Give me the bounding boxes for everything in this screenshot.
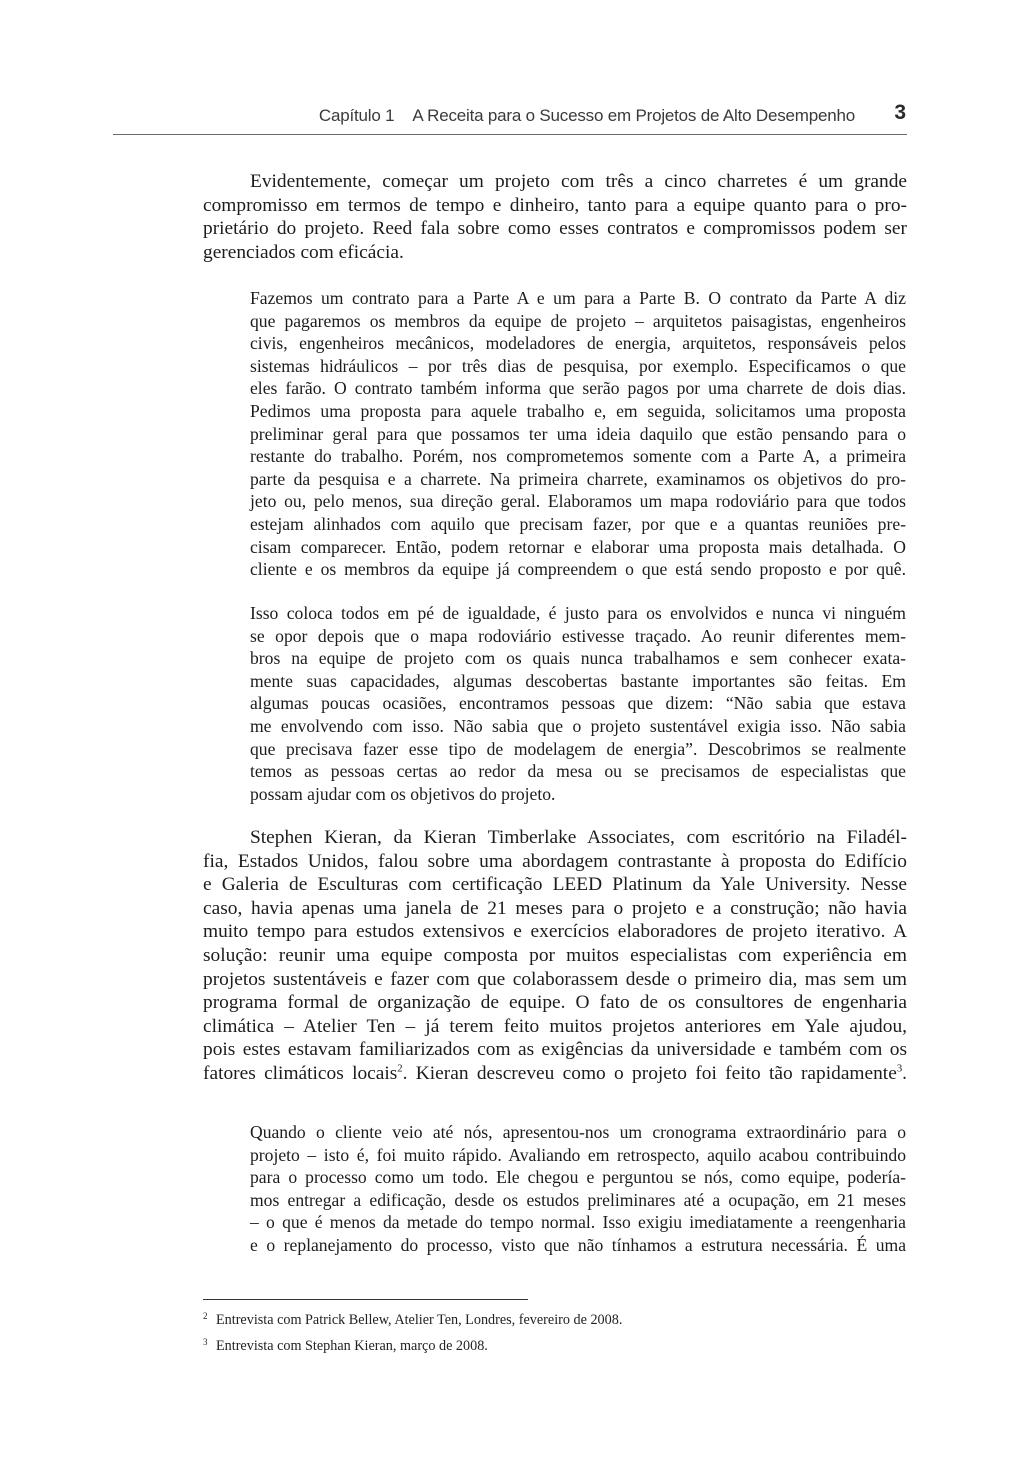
text-line: projeto – isto é, foi muito rápido. Avaliando em retrospecto, aquilo acabou contribuindo [250, 1144, 906, 1165]
text-line: bros na equipe de projeto com os quais nunca trabalhamos e sem conhecer exata- [250, 648, 906, 669]
text-line: algumas poucas ocasiões, encontramos pessoas que dizem: “Não sabia que estava [250, 693, 906, 714]
text-line: e Galeria de Esculturas com certificação LEED Platinum da Yale University. Nesse [203, 874, 907, 896]
text-line: fia, Estados Unidos, falou sobre uma abordagem contrastante à proposta do Edifício [203, 850, 907, 872]
footnotes [203, 1305, 622, 1357]
running-head [113, 102, 907, 135]
text-line: que precisava fazer esse tipo de modelagem de energia”. Descobrimos se realmente [250, 738, 906, 759]
text-line: gerenciados com eficácia. [203, 241, 404, 263]
text-line: parte da pesquisa e a charrete. Na primeira charrete, examinamos os objetivos do pro- [250, 468, 906, 489]
text-fragment: fatores climáticos locais [203, 1062, 398, 1084]
text-line: mente suas capacidades, algumas descobertas bastante importantes são feitas. Em [250, 670, 906, 691]
text-line-with-refs [203, 1062, 907, 1086]
footnote-ref-3[interactable]: 3 [896, 1062, 903, 1075]
text-fragment: . Kieran descreveu como o projeto foi feito tão rapidamente [402, 1062, 897, 1084]
text-line: se opor depois que o mapa rodoviário estivesse traçado. Ao reunir diferentes mem- [250, 625, 906, 646]
text-line: preliminar geral para que possamos ter uma ideia daquilo que estão pensando para o [250, 423, 906, 444]
footnote-number: 2 [203, 1311, 208, 1321]
footnote-text: Entrevista com Stephan Kieran, março de 2008. [216, 1338, 488, 1354]
text-line: climática – Atelier Ten – já terem feito muitos projetos anteriores em Yale ajudou, [203, 1015, 907, 1037]
text-line: me envolvendo com isso. Não sabia que o projeto sustentável exigia isso. Não sabia [250, 715, 906, 736]
text-line: para o processo como um todo. Ele chegou e perguntou se nós, como equipe, podería- [250, 1167, 906, 1188]
block-quote-3 [250, 1121, 906, 1257]
text-line: possam ajudar com os objetivos do projeto. [250, 783, 556, 804]
text-line: Quando o cliente veio até nós, apresentou-nos um cronograma extraordinário para o [250, 1122, 906, 1142]
text-line: Stephen Kieran, da Kieran Timberlake Associates, com escritório na Filadél- [250, 827, 907, 848]
footnote-number: 3 [203, 1337, 208, 1347]
block-quote-2 [250, 602, 906, 805]
text-line: muito tempo para estudos extensivos e exercícios elaboradores de projeto iterativo. A [203, 921, 907, 943]
text-line: eles farão. O contrato também informa que serão pagos por uma charrete de dois dias. [250, 378, 906, 399]
text-line: solução: reunir uma equipe composta por muitos especialistas com experiência em [203, 944, 907, 966]
text-line: mos entregar a edificação, desde os estudos preliminares até a ocupação, em 21 meses [250, 1189, 906, 1210]
text-fragment: . [902, 1062, 907, 1084]
text-line: que pagaremos os membros da equipe de projeto – arquitetos paisagistas, engenheiros [250, 310, 906, 331]
text-line: estejam alinhados com aquilo que precisam fazer, por que e a quantas reuniões pre- [250, 513, 906, 534]
body-paragraph-1 [203, 170, 907, 264]
text-line: Isso coloca todos em pé de igualdade, é justo para os envolvidos e nunca vi ninguém [250, 603, 906, 623]
footnote-text: Entrevista com Patrick Bellew, Atelier Ten, Londres, fevereiro de 2008. [216, 1312, 623, 1328]
footnote-2 [203, 1305, 622, 1331]
text-line: caso, havia apenas uma janela de 21 meses para o projeto e a construção; não havia [203, 897, 907, 919]
text-line: civis, engenheiros mecânicos, modeladores de energia, arquitetos, responsáveis pelos [250, 333, 906, 354]
text-line: Evidentemente, começar um projeto com três a cinco charretes é um grande [250, 171, 907, 192]
block-quote-1 [250, 287, 906, 581]
chapter-title: A Receita para o Sucesso em Projetos de Alto Desempenho [412, 106, 855, 125]
text-line: programa formal de organização de equipe. O fato de os consultores de engenharia [203, 992, 907, 1014]
text-line: sistemas hidráulicos – por três dias de pesquisa, por exemplo. Especificamos o que [250, 355, 906, 376]
text-line: prietário do projeto. Reed fala sobre como esses contratos e compromissos podem ser [203, 218, 907, 240]
footnote-3 [203, 1331, 622, 1357]
text-line: compromisso em termos de tempo e dinheiro, tanto para a equipe quanto para o pro- [203, 194, 907, 216]
text-line: restante do trabalho. Porém, nos comprometemos somente com a Parte A, a primeira [250, 446, 906, 467]
text-line: pois estes estavam familiarizados com as exigências da universidade e também com os [203, 1039, 907, 1061]
text-line: cisam comparecer. Então, podem retornar e elaborar uma proposta mais detalhada. O [250, 536, 906, 557]
text-line: jeto ou, pelo menos, sua direção geral. Elaboramos um mapa rodoviário para que todos [250, 491, 906, 512]
body-paragraph-2 [203, 826, 907, 1086]
text-line: Pedimos uma proposta para aquele trabalho e, em seguida, solicitamos uma proposta [250, 400, 906, 421]
page-number: 3 [894, 101, 906, 124]
text-line: e o replanejamento do processo, visto que não tínhamos a estrutura necessária. É uma [250, 1234, 906, 1255]
running-head-text [319, 106, 855, 126]
text-line: projetos sustentáveis e fazer com que colaborassem desde o primeiro dia, mas sem um [203, 968, 907, 990]
text-line: temos as pessoas certas ao redor da mesa ou se precisamos de especialistas que [250, 761, 906, 782]
text-line: – o que é menos da metade do tempo normal. Isso exigiu imediatamente a reengenharia [250, 1212, 906, 1233]
footnote-ref-2[interactable]: 2 [397, 1062, 403, 1075]
text-line: Fazemos um contrato para a Parte A e um para a Parte B. O contrato da Parte A diz [250, 288, 906, 308]
chapter-label: Capítulo 1 [318, 106, 395, 125]
footnote-divider [203, 1299, 528, 1300]
text-line: cliente e os membros da equipe já compreendem o que está sendo proposto e por quê. [250, 559, 906, 580]
